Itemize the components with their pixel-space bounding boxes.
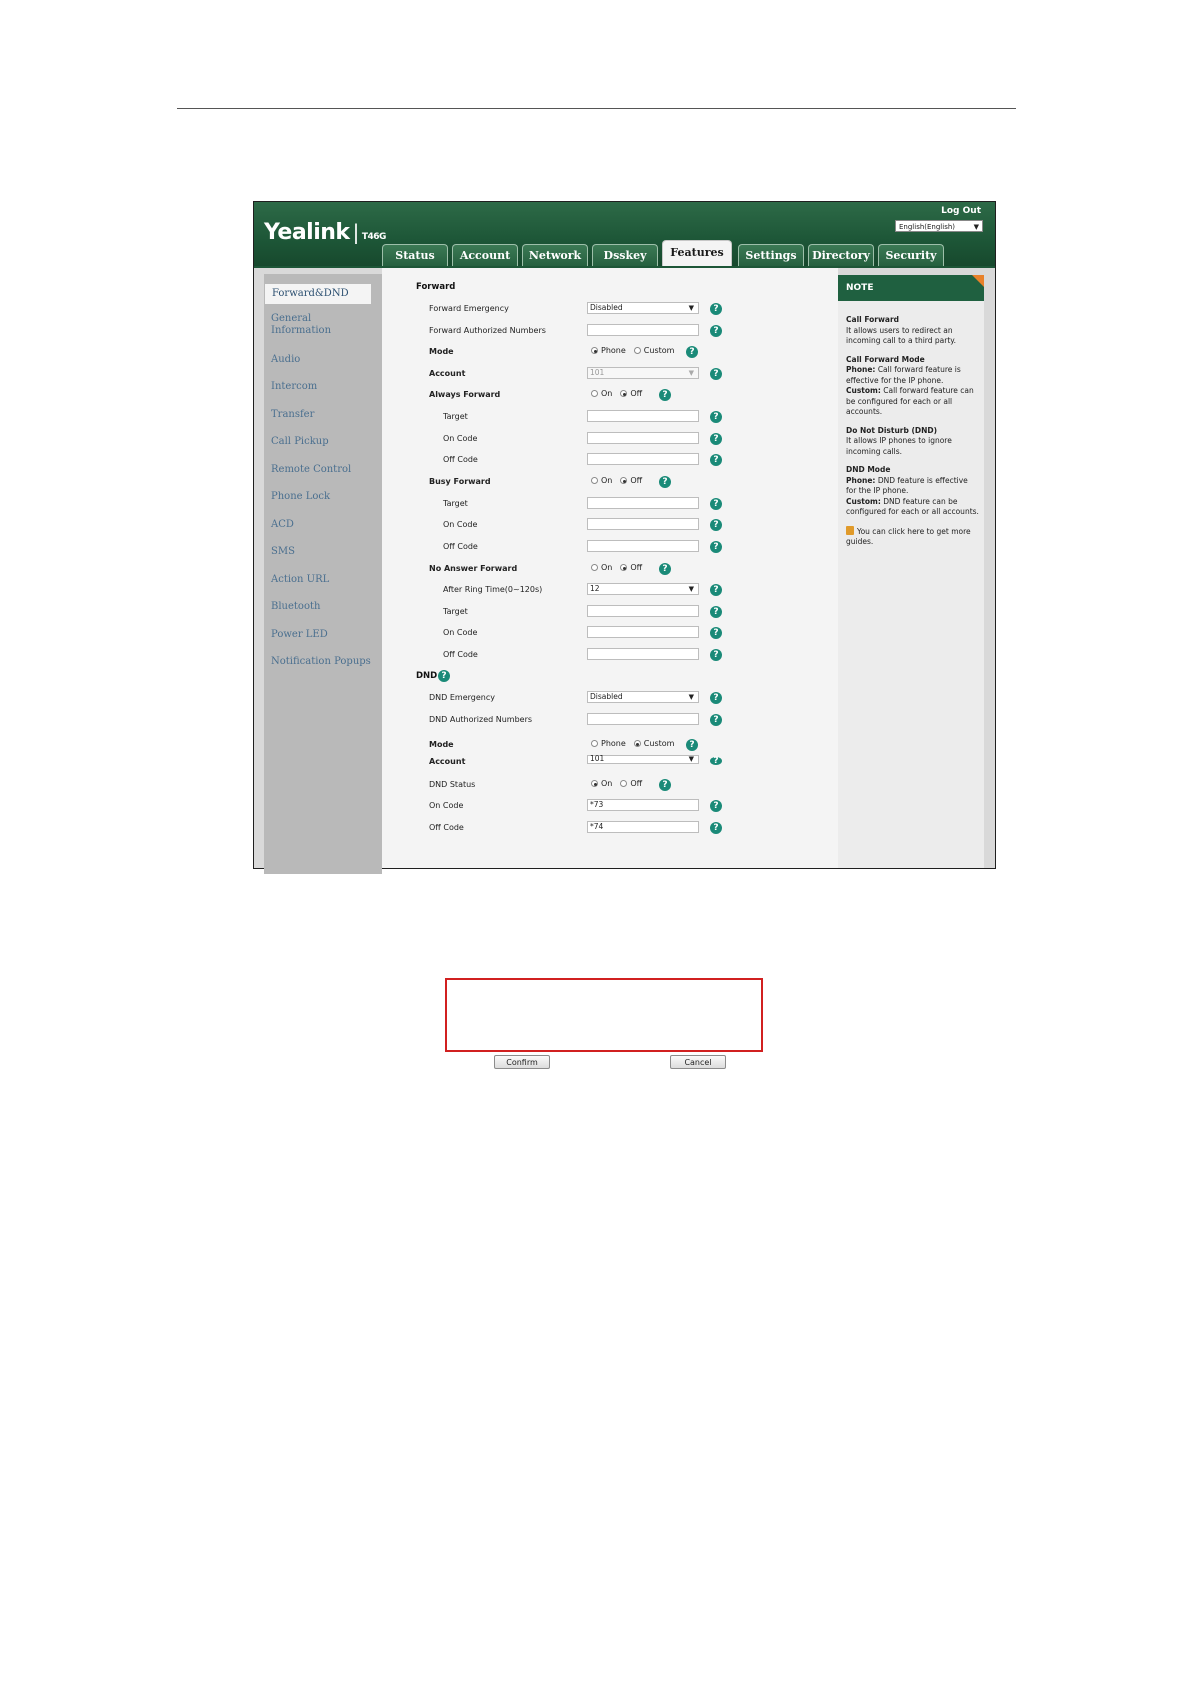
sidebar-item-acd[interactable]: ACD bbox=[271, 519, 294, 530]
radio-label: On bbox=[601, 476, 613, 485]
help-icon[interactable]: ? bbox=[710, 627, 722, 639]
forward-mode-custom-radio[interactable] bbox=[634, 347, 641, 354]
busy-off-code-input[interactable] bbox=[587, 540, 699, 552]
help-icon[interactable]: ? bbox=[659, 779, 671, 791]
note-cfm-title: Call Forward Mode bbox=[846, 354, 925, 364]
always-on-code-label: On Code bbox=[443, 434, 478, 443]
tab-dsskey[interactable]: Dsskey bbox=[592, 244, 658, 266]
help-icon[interactable]: ? bbox=[710, 822, 722, 834]
radio-label: Custom bbox=[643, 739, 675, 748]
forward-authorized-numbers-label: Forward Authorized Numbers bbox=[429, 326, 546, 335]
dnd-mode-radio-group bbox=[591, 739, 682, 748]
note-cfm-phone-label: Phone: bbox=[846, 365, 876, 374]
forward-account-value: 101 bbox=[590, 368, 605, 377]
tab-network[interactable]: Network bbox=[522, 244, 588, 266]
radio-label: Off bbox=[630, 563, 643, 572]
note-panel bbox=[838, 275, 984, 868]
help-icon[interactable]: ? bbox=[710, 303, 722, 315]
always-target-label: Target bbox=[443, 412, 468, 421]
chevron-down-icon: ▼ bbox=[973, 223, 979, 231]
language-value: English(English) bbox=[899, 223, 956, 231]
help-icon[interactable]: ? bbox=[710, 800, 722, 812]
busy-on-code-label: On Code bbox=[443, 520, 478, 529]
radio-label: On bbox=[601, 563, 613, 572]
help-icon[interactable]: ? bbox=[710, 649, 722, 661]
note-body bbox=[846, 315, 980, 556]
confirm-button[interactable]: Confirm bbox=[494, 1055, 550, 1069]
note-dndm-title: DND Mode bbox=[846, 465, 891, 474]
web-ui-screenshot bbox=[253, 201, 996, 1067]
dnd-account-value: 101 bbox=[590, 754, 605, 763]
help-icon[interactable]: ? bbox=[710, 325, 722, 337]
sidebar-item-call-pickup[interactable]: Call Pickup bbox=[271, 436, 329, 447]
busy-off-code-label: Off Code bbox=[443, 542, 478, 551]
sidebar-item-forward-dnd[interactable]: Forward&DND bbox=[265, 284, 371, 304]
sidebar-item-intercom[interactable]: Intercom bbox=[271, 381, 318, 392]
forward-mode-radio-group bbox=[591, 346, 682, 355]
sidebar-item-sms[interactable]: SMS bbox=[271, 546, 295, 557]
help-icon[interactable]: ? bbox=[710, 433, 722, 445]
tab-settings[interactable]: Settings bbox=[738, 244, 804, 266]
ring-time-label: After Ring Time(0~120s) bbox=[443, 585, 543, 594]
dnd-mode-label: Mode bbox=[429, 740, 454, 749]
dnd-emergency-select[interactable] bbox=[587, 691, 699, 703]
always-forward-radio-group bbox=[591, 389, 650, 398]
always-forward-on-radio[interactable] bbox=[591, 390, 598, 397]
dnd-off-code-input[interactable] bbox=[587, 821, 699, 833]
sidebar-item-phone-lock[interactable]: Phone Lock bbox=[271, 491, 331, 502]
note-cfm-custom-text: Call forward feature can be configured for each or all accounts. bbox=[846, 386, 974, 416]
cancel-button[interactable]: Cancel bbox=[670, 1055, 726, 1069]
sidebar-item-audio[interactable]: Audio bbox=[271, 354, 301, 365]
help-icon[interactable]: ? bbox=[710, 714, 722, 726]
help-icon[interactable]: ? bbox=[710, 757, 722, 765]
radio-label: On bbox=[601, 779, 613, 788]
help-icon[interactable]: ? bbox=[710, 584, 722, 596]
always-forward-label: Always Forward bbox=[429, 390, 501, 399]
dnd-on-code-label: On Code bbox=[429, 801, 464, 810]
radio-label: On bbox=[601, 389, 613, 398]
note-cfm-custom-label: Custom: bbox=[846, 386, 881, 395]
note-cf-title: Call Forward bbox=[846, 315, 900, 324]
dnd-status-highlight-box bbox=[445, 978, 763, 1052]
page-header-rule bbox=[177, 108, 1016, 109]
note-header bbox=[838, 275, 984, 301]
dnd-section-title: DND bbox=[416, 671, 438, 681]
help-icon[interactable]: ? bbox=[710, 368, 722, 380]
radio-label: Off bbox=[630, 779, 643, 788]
note-cf-text: It allows users to redirect an incoming call to a third party. bbox=[846, 325, 957, 345]
no-answer-target-label: Target bbox=[443, 607, 468, 616]
yealink-logo: Yealink | T46G bbox=[264, 220, 386, 245]
tab-status[interactable]: Status bbox=[382, 244, 448, 266]
help-icon[interactable]: ? bbox=[686, 346, 698, 358]
radio-label: Custom bbox=[643, 346, 675, 355]
forward-mode-label: Mode bbox=[429, 347, 454, 356]
settings-form bbox=[382, 268, 801, 868]
always-off-code-input[interactable] bbox=[587, 453, 699, 465]
dnd-emergency-value: Disabled bbox=[590, 692, 623, 701]
note-dnd-text: It allows IP phones to ignore incoming calls. bbox=[846, 436, 952, 456]
dnd-authorized-numbers-input[interactable] bbox=[587, 713, 699, 725]
dnd-off-code-label: Off Code bbox=[429, 823, 464, 832]
no-answer-on-code-input[interactable] bbox=[587, 626, 699, 638]
guide-book-icon bbox=[846, 526, 854, 535]
always-on-code-input[interactable] bbox=[587, 432, 699, 444]
busy-target-label: Target bbox=[443, 499, 468, 508]
help-icon[interactable]: ? bbox=[659, 476, 671, 488]
note-title: NOTE bbox=[846, 283, 874, 293]
chevron-down-icon: ▼ bbox=[688, 693, 694, 701]
dnd-on-code-input[interactable] bbox=[587, 799, 699, 811]
dnd-account-select[interactable] bbox=[587, 755, 699, 764]
form-right-gap bbox=[801, 268, 838, 868]
busy-forward-off-radio[interactable] bbox=[620, 477, 627, 484]
help-icon[interactable]: ? bbox=[659, 389, 671, 401]
note-dndm-phone-text: DND feature is effective for the IP phone. bbox=[846, 475, 968, 495]
forward-emergency-value: Disabled bbox=[590, 303, 623, 312]
busy-target-input[interactable] bbox=[587, 497, 699, 509]
note-dndm-custom-text: DND feature can be configured for each or all accounts. bbox=[846, 496, 979, 516]
sidebar-item-notification-popups[interactable]: Notification Popups bbox=[271, 656, 371, 667]
radio-label: Phone bbox=[601, 346, 626, 355]
brand-name: Yealink bbox=[264, 220, 350, 245]
forward-emergency-label: Forward Emergency bbox=[429, 304, 509, 313]
busy-on-code-input[interactable] bbox=[587, 518, 699, 530]
radio-label: Phone bbox=[601, 739, 626, 748]
note-dnd-title: Do Not Disturb (DND) bbox=[846, 425, 938, 435]
chevron-down-icon: ▼ bbox=[688, 304, 694, 312]
tab-directory[interactable]: Directory bbox=[808, 244, 874, 266]
help-icon[interactable]: ? bbox=[710, 454, 722, 466]
forward-authorized-numbers-input[interactable] bbox=[587, 324, 699, 336]
radio-label: Off bbox=[630, 476, 643, 485]
no-answer-off-code-input[interactable] bbox=[587, 648, 699, 660]
dnd-status-off-radio[interactable] bbox=[620, 780, 627, 787]
chevron-down-icon: ▼ bbox=[688, 585, 694, 593]
help-icon[interactable]: ? bbox=[710, 541, 722, 553]
help-icon[interactable]: ? bbox=[686, 739, 698, 751]
header-bar bbox=[254, 202, 995, 266]
help-icon[interactable]: ? bbox=[710, 498, 722, 510]
sidebar-item-general-information[interactable]: General Information bbox=[271, 313, 332, 336]
busy-forward-label: Busy Forward bbox=[429, 477, 491, 486]
forward-account-select[interactable] bbox=[587, 367, 699, 379]
always-target-input[interactable] bbox=[587, 410, 699, 422]
tab-security[interactable]: Security bbox=[878, 244, 944, 266]
sidebar-item-remote-control[interactable]: Remote Control bbox=[271, 464, 352, 475]
note-dndm-phone-label: Phone: bbox=[846, 475, 876, 485]
note-dndm-custom-label: Custom: bbox=[846, 496, 881, 506]
busy-forward-on-radio[interactable] bbox=[591, 477, 598, 484]
no-answer-forward-label: No Answer Forward bbox=[429, 564, 518, 573]
always-off-code-label: Off Code bbox=[443, 455, 478, 464]
dnd-status-label: DND Status bbox=[429, 780, 476, 789]
help-icon[interactable]: ? bbox=[438, 670, 450, 682]
help-icon[interactable]: ? bbox=[710, 411, 722, 423]
language-select[interactable] bbox=[895, 220, 983, 232]
dnd-mode-custom-radio[interactable] bbox=[634, 740, 641, 747]
forward-emergency-select[interactable] bbox=[587, 302, 699, 314]
help-icon[interactable]: ? bbox=[659, 563, 671, 575]
note-cfm-phone-text: Call forward feature is effective for the IP phone. bbox=[846, 365, 961, 385]
forward-section-title: Forward bbox=[416, 282, 456, 292]
model-name: T46G bbox=[361, 232, 386, 242]
chevron-down-icon: ▼ bbox=[688, 755, 694, 763]
always-forward-off-radio[interactable] bbox=[620, 390, 627, 397]
dnd-status-on-radio[interactable] bbox=[591, 780, 598, 787]
ring-time-value: 12 bbox=[590, 584, 600, 593]
dnd-off-code-value: *74 bbox=[590, 822, 604, 831]
radio-label: Off bbox=[630, 389, 643, 398]
help-icon[interactable]: ? bbox=[710, 606, 722, 618]
no-answer-on-code-label: On Code bbox=[443, 628, 478, 637]
corner-fold-icon bbox=[972, 275, 984, 287]
dnd-on-code-value: *73 bbox=[590, 800, 604, 809]
forward-account-label: Account bbox=[429, 369, 466, 378]
note-guide-link[interactable]: You can click here to get more guides. bbox=[846, 526, 971, 546]
sidebar-item-power-led[interactable]: Power LED bbox=[271, 629, 328, 640]
forward-mode-phone-radio[interactable] bbox=[591, 347, 598, 354]
help-icon[interactable]: ? bbox=[710, 519, 722, 531]
tab-features[interactable]: Features bbox=[662, 240, 732, 268]
no-answer-off-code-label: Off Code bbox=[443, 650, 478, 659]
dnd-emergency-label: DND Emergency bbox=[429, 693, 495, 702]
no-answer-target-input[interactable] bbox=[587, 605, 699, 617]
busy-forward-radio-group bbox=[591, 476, 650, 485]
chevron-down-icon: ▼ bbox=[688, 369, 694, 377]
no-answer-forward-off-radio[interactable] bbox=[620, 564, 627, 571]
dnd-account-label: Account bbox=[429, 757, 466, 766]
no-answer-forward-radio-group bbox=[591, 563, 650, 572]
sidebar-item-transfer[interactable]: Transfer bbox=[271, 409, 315, 420]
help-icon[interactable]: ? bbox=[710, 692, 722, 704]
tab-account[interactable]: Account bbox=[452, 244, 518, 266]
dnd-mode-phone-radio[interactable] bbox=[591, 740, 598, 747]
logout-link[interactable]: Log Out bbox=[941, 206, 981, 216]
ring-time-select[interactable] bbox=[587, 583, 699, 595]
sidebar-item-action-url[interactable]: Action URL bbox=[271, 574, 330, 585]
no-answer-forward-on-radio[interactable] bbox=[591, 564, 598, 571]
dnd-authorized-numbers-label: DND Authorized Numbers bbox=[429, 715, 533, 724]
dnd-status-radio-group bbox=[591, 779, 650, 788]
sidebar-item-bluetooth[interactable]: Bluetooth bbox=[271, 601, 321, 612]
